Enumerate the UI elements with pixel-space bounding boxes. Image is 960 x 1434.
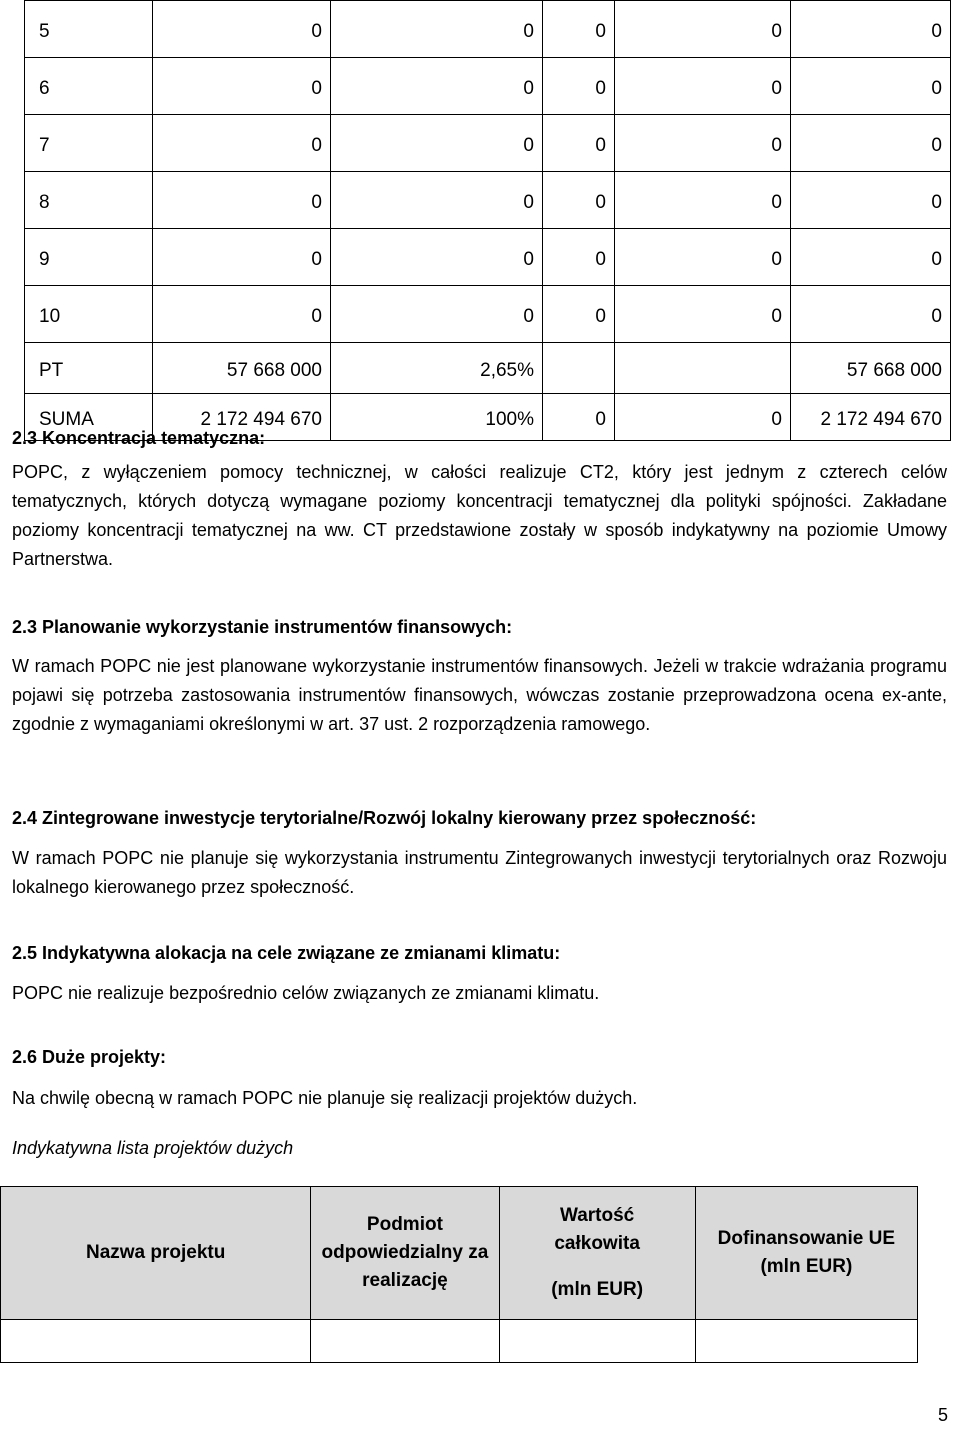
value-cell: 0 <box>331 58 543 115</box>
value-cell: 0 <box>153 115 331 172</box>
row-label-cell: 10 <box>25 286 153 343</box>
row-label-cell: 8 <box>25 172 153 229</box>
value-cell: 0 <box>331 1 543 58</box>
allocation-table <box>24 0 951 441</box>
value-cell: 0 <box>615 229 791 286</box>
header-wartosc-unit: (mln EUR) <box>551 1279 644 1300</box>
value-cell: 0 <box>791 172 951 229</box>
value-cell: 0 <box>543 115 615 172</box>
value-cell: 0 <box>331 286 543 343</box>
section-heading-zit: 2.4 Zintegrowane inwestycje terytorialne/Rozwój lokalny kierowany przez społeczność: <box>12 808 757 828</box>
value-cell: 0 <box>153 1 331 58</box>
value-cell: 0 <box>791 286 951 343</box>
empty-cell <box>695 1320 917 1363</box>
value-cell: 0 <box>331 229 543 286</box>
value-cell: 57 668 000 <box>153 343 331 394</box>
table-row <box>25 343 951 394</box>
value-cell: 0 <box>791 229 951 286</box>
table-row <box>25 286 951 343</box>
table-row <box>25 229 951 286</box>
value-cell: 0 <box>543 58 615 115</box>
row-label-cell: 5 <box>25 1 153 58</box>
empty-cell <box>311 1320 499 1363</box>
header-wartosc-label: Wartość całkowita <box>554 1205 640 1254</box>
empty-cell <box>1 1320 311 1363</box>
table-row <box>25 172 951 229</box>
section-text-koncentracja: POPC, z wyłączeniem pomocy technicznej, w całości realizuje CT2, który jest jednym z czterech celów tematycznych, których dotyczą wymagane poziomy koncentracji tematycznej dla polityki spójności. Zakładane poziomy koncentracji tematycznej na ww. CT przedstawione zostały w sposób indykatywny na poziomie Umowy Partnerstwa. <box>12 462 947 569</box>
section-text-duze-projekty: Na chwilę obecną w ramach POPC nie planuje się realizacji projektów dużych. <box>12 1088 638 1108</box>
table-row <box>25 1 951 58</box>
page-number: 5 <box>937 1405 948 1425</box>
section-heading-duze-projekty: 2.6 Duże projekty: <box>12 1047 167 1067</box>
value-cell: 0 <box>615 394 791 441</box>
value-cell: 0 <box>615 286 791 343</box>
value-cell: 0 <box>543 286 615 343</box>
header-nazwa-projektu: Nazwa projektu <box>1 1187 311 1320</box>
value-cell: 0 <box>543 1 615 58</box>
row-label-cell: 7 <box>25 115 153 172</box>
value-cell <box>615 343 791 394</box>
value-cell: 0 <box>615 172 791 229</box>
value-cell: 0 <box>615 115 791 172</box>
value-cell: 0 <box>791 115 951 172</box>
value-cell: 0 <box>153 229 331 286</box>
header-dofinansowanie <box>695 1187 917 1320</box>
value-cell: 100% <box>331 394 543 441</box>
value-cell: 0 <box>331 172 543 229</box>
value-cell: 57 668 000 <box>791 343 951 394</box>
section-text-zit: W ramach POPC nie planuje się wykorzystania instrumentu Zintegrowanych inwestycji terytorialnych oraz Rozwoju lokalnego kierowanego przez społeczność. <box>12 848 947 897</box>
table-row <box>25 58 951 115</box>
section-heading-instrumenty: 2.3 Planowanie wykorzystanie instrumentów finansowych: <box>12 617 513 637</box>
value-cell: 2,65% <box>331 343 543 394</box>
header-podmiot <box>311 1187 499 1320</box>
section-heading-klimat: 2.5 Indykatywna alokacja na cele związane ze zmianami klimatu: <box>12 943 561 963</box>
value-cell: 0 <box>615 58 791 115</box>
value-cell: 0 <box>153 172 331 229</box>
value-cell: 0 <box>331 115 543 172</box>
value-cell: 0 <box>543 229 615 286</box>
row-label-cell: PT <box>25 343 153 394</box>
empty-cell <box>499 1320 695 1363</box>
value-cell: 2 172 494 670 <box>153 394 331 441</box>
section-text-instrumenty: W ramach POPC nie jest planowane wykorzystanie instrumentów finansowych. Jeżeli w trakcie wdrażania programu pojawi się potrzeba zastosowania instrumentów finansowych, wówczas zostanie przeprowadzona ocena ex-ante, zgodnie z wymaganiami określonymi w art. 37 ust. 2 rozporządzenia ramowego. <box>12 656 947 734</box>
value-cell: 0 <box>543 172 615 229</box>
header-podmiot-label: Podmiot odpowiedzialny za realizację <box>321 1214 489 1291</box>
section-text-klimat: POPC nie realizuje bezpośrednio celów związanych ze zmianami klimatu. <box>12 983 600 1003</box>
value-cell: 0 <box>153 58 331 115</box>
header-dofinansowanie-label: Dofinansowanie UE (mln EUR) <box>717 1228 896 1277</box>
row-label-cell: SUMA <box>25 394 153 441</box>
row-label-cell: 9 <box>25 229 153 286</box>
project-list-title: Indykatywna lista projektów dużych <box>12 1138 294 1158</box>
value-cell: 0 <box>791 58 951 115</box>
header-wartosc <box>499 1187 695 1320</box>
section-heading-koncentracja: 2.3 Koncentracja tematyczna: <box>12 428 266 448</box>
value-cell: 2 172 494 670 <box>791 394 951 441</box>
value-cell: 0 <box>615 1 791 58</box>
project-list-table <box>0 1186 918 1363</box>
value-cell <box>543 343 615 394</box>
table-row <box>25 115 951 172</box>
value-cell: 0 <box>153 286 331 343</box>
value-cell: 0 <box>791 1 951 58</box>
value-cell: 0 <box>543 394 615 441</box>
row-label-cell: 6 <box>25 58 153 115</box>
